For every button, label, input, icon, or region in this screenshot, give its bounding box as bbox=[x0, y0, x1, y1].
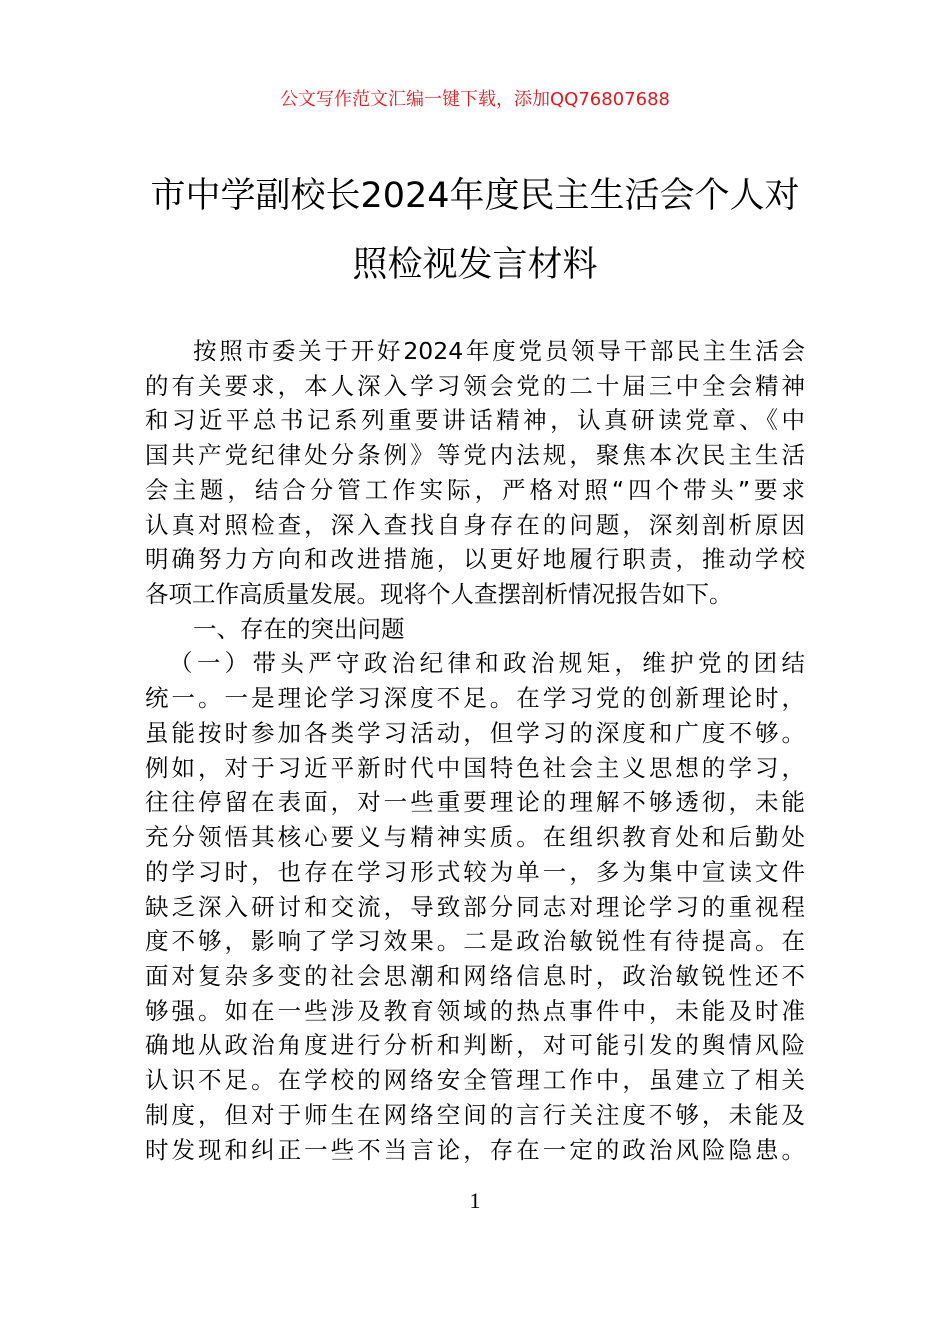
text-line: 按照市委关于开好2024年度党员领导干部民主生活会 bbox=[193, 337, 805, 365]
text-line: 时发现和纠正一些不当言论，存在一定的政治风险隐患。 bbox=[145, 1135, 805, 1164]
text-line: 充分领悟其核心要义与精神实质。在组织教育处和后勤处 bbox=[145, 823, 805, 852]
text-line: 明确努力方向和改进措施，以更好地履行职责，推动学校 bbox=[145, 545, 805, 574]
text-line: 够强。如在一些涉及教育领域的热点事件中，未能及时准 bbox=[145, 996, 805, 1025]
section-heading: 一、存在的突出问题 bbox=[193, 614, 405, 643]
text-line: 国共产党纪律处分条例》等党内法规，聚焦本次民主生活 bbox=[145, 441, 805, 470]
text-line: 确地从政治角度进行分析和判断，对可能引发的舆情风险 bbox=[145, 1031, 805, 1060]
text-line: 往往停留在表面，对一些重要理论的理解不够透彻，未能 bbox=[145, 788, 805, 817]
text-line: 缺乏深入研讨和交流，导致部分同志对理论学习的重视程 bbox=[145, 892, 805, 921]
document-title-line-2: 照检视发言材料 bbox=[352, 245, 598, 285]
text-line: 会主题，结合分管工作实际，严格对照“四个带头”要求 bbox=[145, 475, 805, 504]
text-line: 认识不足。在学校的网络安全管理工作中，虽建立了相关 bbox=[145, 1066, 805, 1095]
text-line: 度不够，影响了学习效果。二是政治敏锐性有待提高。在 bbox=[145, 927, 805, 956]
text-line: 的学习时，也存在学习形式较为单一，多为集中宣读文件 bbox=[145, 857, 805, 886]
intro-paragraph bbox=[145, 334, 805, 612]
text-line: 统一。一是理论学习深度不足。在学习党的创新理论时， bbox=[145, 684, 805, 713]
text-line: 各项工作高质量发展。现将个人查摆剖析情况报告如下。 bbox=[145, 580, 733, 609]
page-number: 1 bbox=[469, 1188, 481, 1213]
text-line: （一）带头严守政治纪律和政治规矩，维护党的团结 bbox=[169, 649, 805, 678]
document-body bbox=[145, 334, 805, 1167]
text-line: 认真对照检查，深入查找自身存在的问题，深刻剖析原因 bbox=[145, 510, 805, 539]
text-line: 例如，对于习近平新时代中国特色社会主义思想的学习， bbox=[145, 753, 805, 782]
text-line: 和习近平总书记系列重要讲话精神，认真研读党章、《中 bbox=[145, 406, 805, 435]
download-notice: 公文写作范文汇编一键下载，添加QQ76807688 bbox=[280, 89, 670, 110]
document-title-line-1: 市中学副校长2024年度民主生活会个人对 bbox=[150, 176, 800, 216]
section-paragraph bbox=[145, 646, 805, 1167]
text-line: 面对复杂多变的社会思潮和网络信息时，政治敏锐性还不 bbox=[145, 961, 805, 990]
text-line: 的有关要求，本人深入学习领会党的二十届三中全会精神 bbox=[145, 371, 805, 400]
text-line: 制度，但对于师生在网络空间的言行关注度不够，未能及 bbox=[145, 1100, 805, 1129]
text-line: 虽能按时参加各类学习活动，但学习的深度和广度不够。 bbox=[145, 718, 805, 747]
